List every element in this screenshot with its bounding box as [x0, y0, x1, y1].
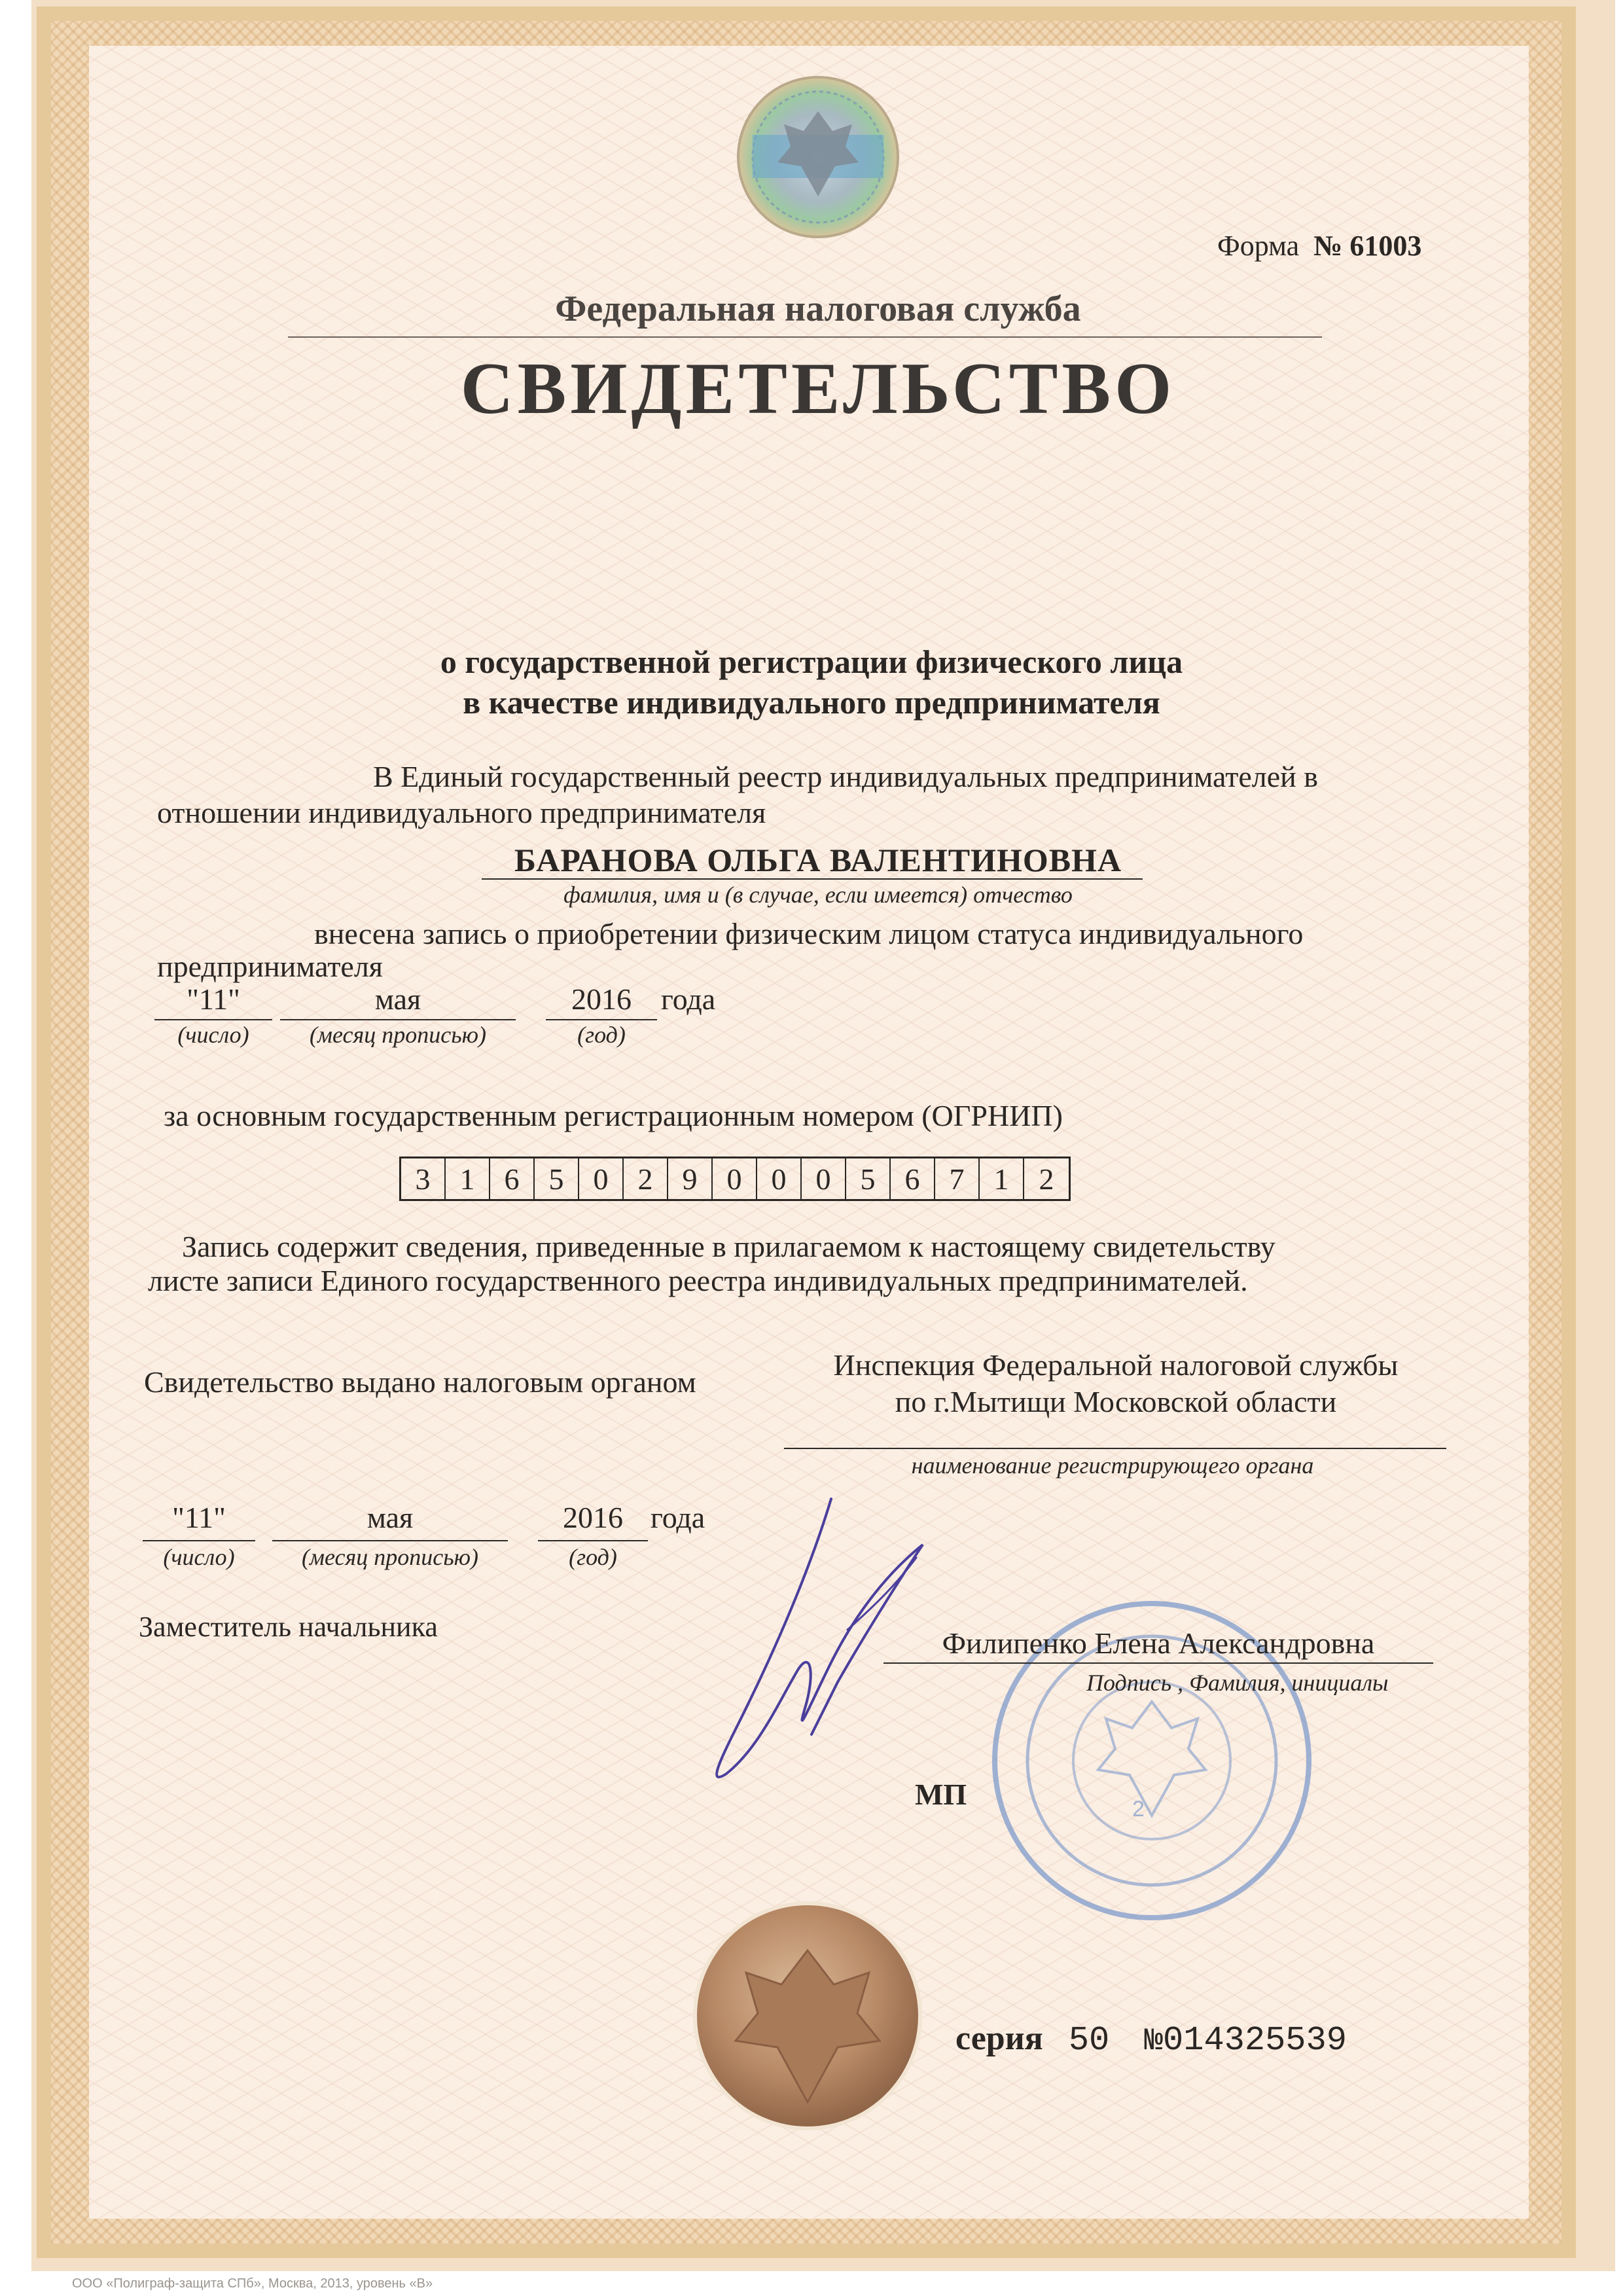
date1-year-word: года [661, 982, 716, 1016]
ogrnip-digit: 3 [401, 1158, 446, 1199]
ogrnip-digit: 5 [846, 1158, 891, 1199]
date2-day-caption: (число) [163, 1544, 235, 1570]
entry-line-2: предпринимателя [157, 950, 383, 983]
date1-day: "11" [187, 982, 240, 1016]
date1-day-line [154, 1019, 272, 1020]
date2-year-word: года [651, 1501, 705, 1534]
date2-month: мая [366, 1501, 414, 1534]
printer-info: ООО «Полиграф-защита СПб», Москва, 2013, уровень «В» [72, 2276, 433, 2291]
person-name: БАРАНОВА ОЛЬГА ВАЛЕНТИНОВНА [514, 842, 1122, 878]
date2-year: 2016 [563, 1501, 623, 1534]
issuing-organ-caption: наименование регистрирующего органа [911, 1452, 1314, 1479]
date2-month-line [272, 1540, 508, 1541]
signer-position: Заместитель начальника [139, 1611, 438, 1643]
ogrnip-digit: 2 [1039, 1162, 1054, 1196]
ogrnip-digit: 6 [490, 1158, 535, 1199]
person-name-underline [482, 878, 1143, 880]
date1-year: 2016 [571, 982, 632, 1016]
date1-month-caption: (месяц прописью) [310, 1022, 486, 1048]
intro-line-1: В Единый государственный реестр индивидуальных предпринимателей в [373, 760, 1318, 793]
ogrnip-digit: 7 [935, 1158, 980, 1199]
entry-line-1: внесена запись о приобретении физическим лицом статуса индивидуального [314, 917, 1304, 950]
record-text-line-2: листе записи Единого государственного реестра индивидуальных предпринимателей. [148, 1264, 1248, 1297]
subtitle-line-1: о государственной регистрации физического лица [440, 643, 1183, 680]
record-text-line-1: Запись содержит сведения, приведенные в прилагаемом к настоящему свидетельству [182, 1230, 1275, 1263]
agency-underline [288, 336, 1322, 338]
ogrnip-digit: 1 [980, 1158, 1024, 1199]
person-name-caption: фамилия, имя и (в случае, если имеется) отчество [563, 882, 1073, 908]
series-number: 014325539 [1163, 2021, 1347, 2060]
series-label: серия [955, 2020, 1043, 2057]
date2-year-caption: (год) [569, 1544, 617, 1570]
ogrnip-digit: 0 [757, 1158, 802, 1199]
date2-year-line [538, 1540, 648, 1541]
ogrnip-digit: 9 [668, 1158, 713, 1199]
series-value: 50 [1068, 2021, 1110, 2060]
subtitle-line-2: в качестве индивидуального предпринимателя [463, 684, 1160, 721]
hologram-emblem [726, 72, 910, 242]
series-number-label: № [1144, 2024, 1164, 2059]
date2-day: "11" [172, 1501, 226, 1534]
ogrnip-digit: 2 [624, 1158, 668, 1199]
intro-line-2: отношении индивидуального предпринимателя [157, 796, 766, 829]
ogrnip-digit: 0 [802, 1158, 846, 1199]
form-number: Форма № 61003 [1217, 230, 1422, 262]
ogrnip-digit: 0 [713, 1158, 757, 1199]
date2-day-line [143, 1540, 255, 1541]
issued-label: Свидетельство выдано налоговым органом [144, 1365, 696, 1399]
svg-text:2: 2 [1132, 1797, 1145, 1821]
ogrnip-label: за основным государственным регистрационным номером (ОГРНИП) [164, 1099, 1063, 1132]
ogrnip-digit: 6 [891, 1158, 935, 1199]
issuing-organ-line-2: по г.Мытищи Московской области [895, 1385, 1337, 1418]
date1-year-caption: (год) [577, 1022, 626, 1048]
date2-month-caption: (месяц прописью) [302, 1544, 478, 1570]
ogrnip-digit: 0 [579, 1158, 624, 1199]
date1-month: мая [374, 982, 421, 1016]
document-subtitle [327, 641, 1296, 723]
gold-seal [690, 1898, 925, 2134]
signer-name: Филипенко Елена Александровна [942, 1626, 1375, 1660]
date1-month-line [280, 1019, 516, 1020]
ogrnip-digit: 1 [446, 1158, 490, 1199]
date1-year-line [546, 1019, 657, 1020]
ogrnip-number [399, 1157, 1071, 1201]
series-block [955, 2019, 1347, 2060]
issuing-organ [779, 1347, 1453, 1420]
signer-caption: Подпись , Фамилия, инициалы [1086, 1670, 1389, 1696]
ogrnip-digit: 5 [535, 1158, 579, 1199]
date1-day-caption: (число) [177, 1022, 249, 1048]
issuing-organ-underline [784, 1448, 1446, 1449]
stamp-place-label: МП [915, 1778, 967, 1811]
document-title: СВИДЕТЕЛЬСТВО [460, 348, 1176, 429]
agency-name: Федеральная налоговая служба [555, 289, 1081, 329]
signer-name-underline [883, 1662, 1433, 1664]
issuing-organ-line-1: Инспекция Федеральной налоговой службы [833, 1348, 1399, 1382]
